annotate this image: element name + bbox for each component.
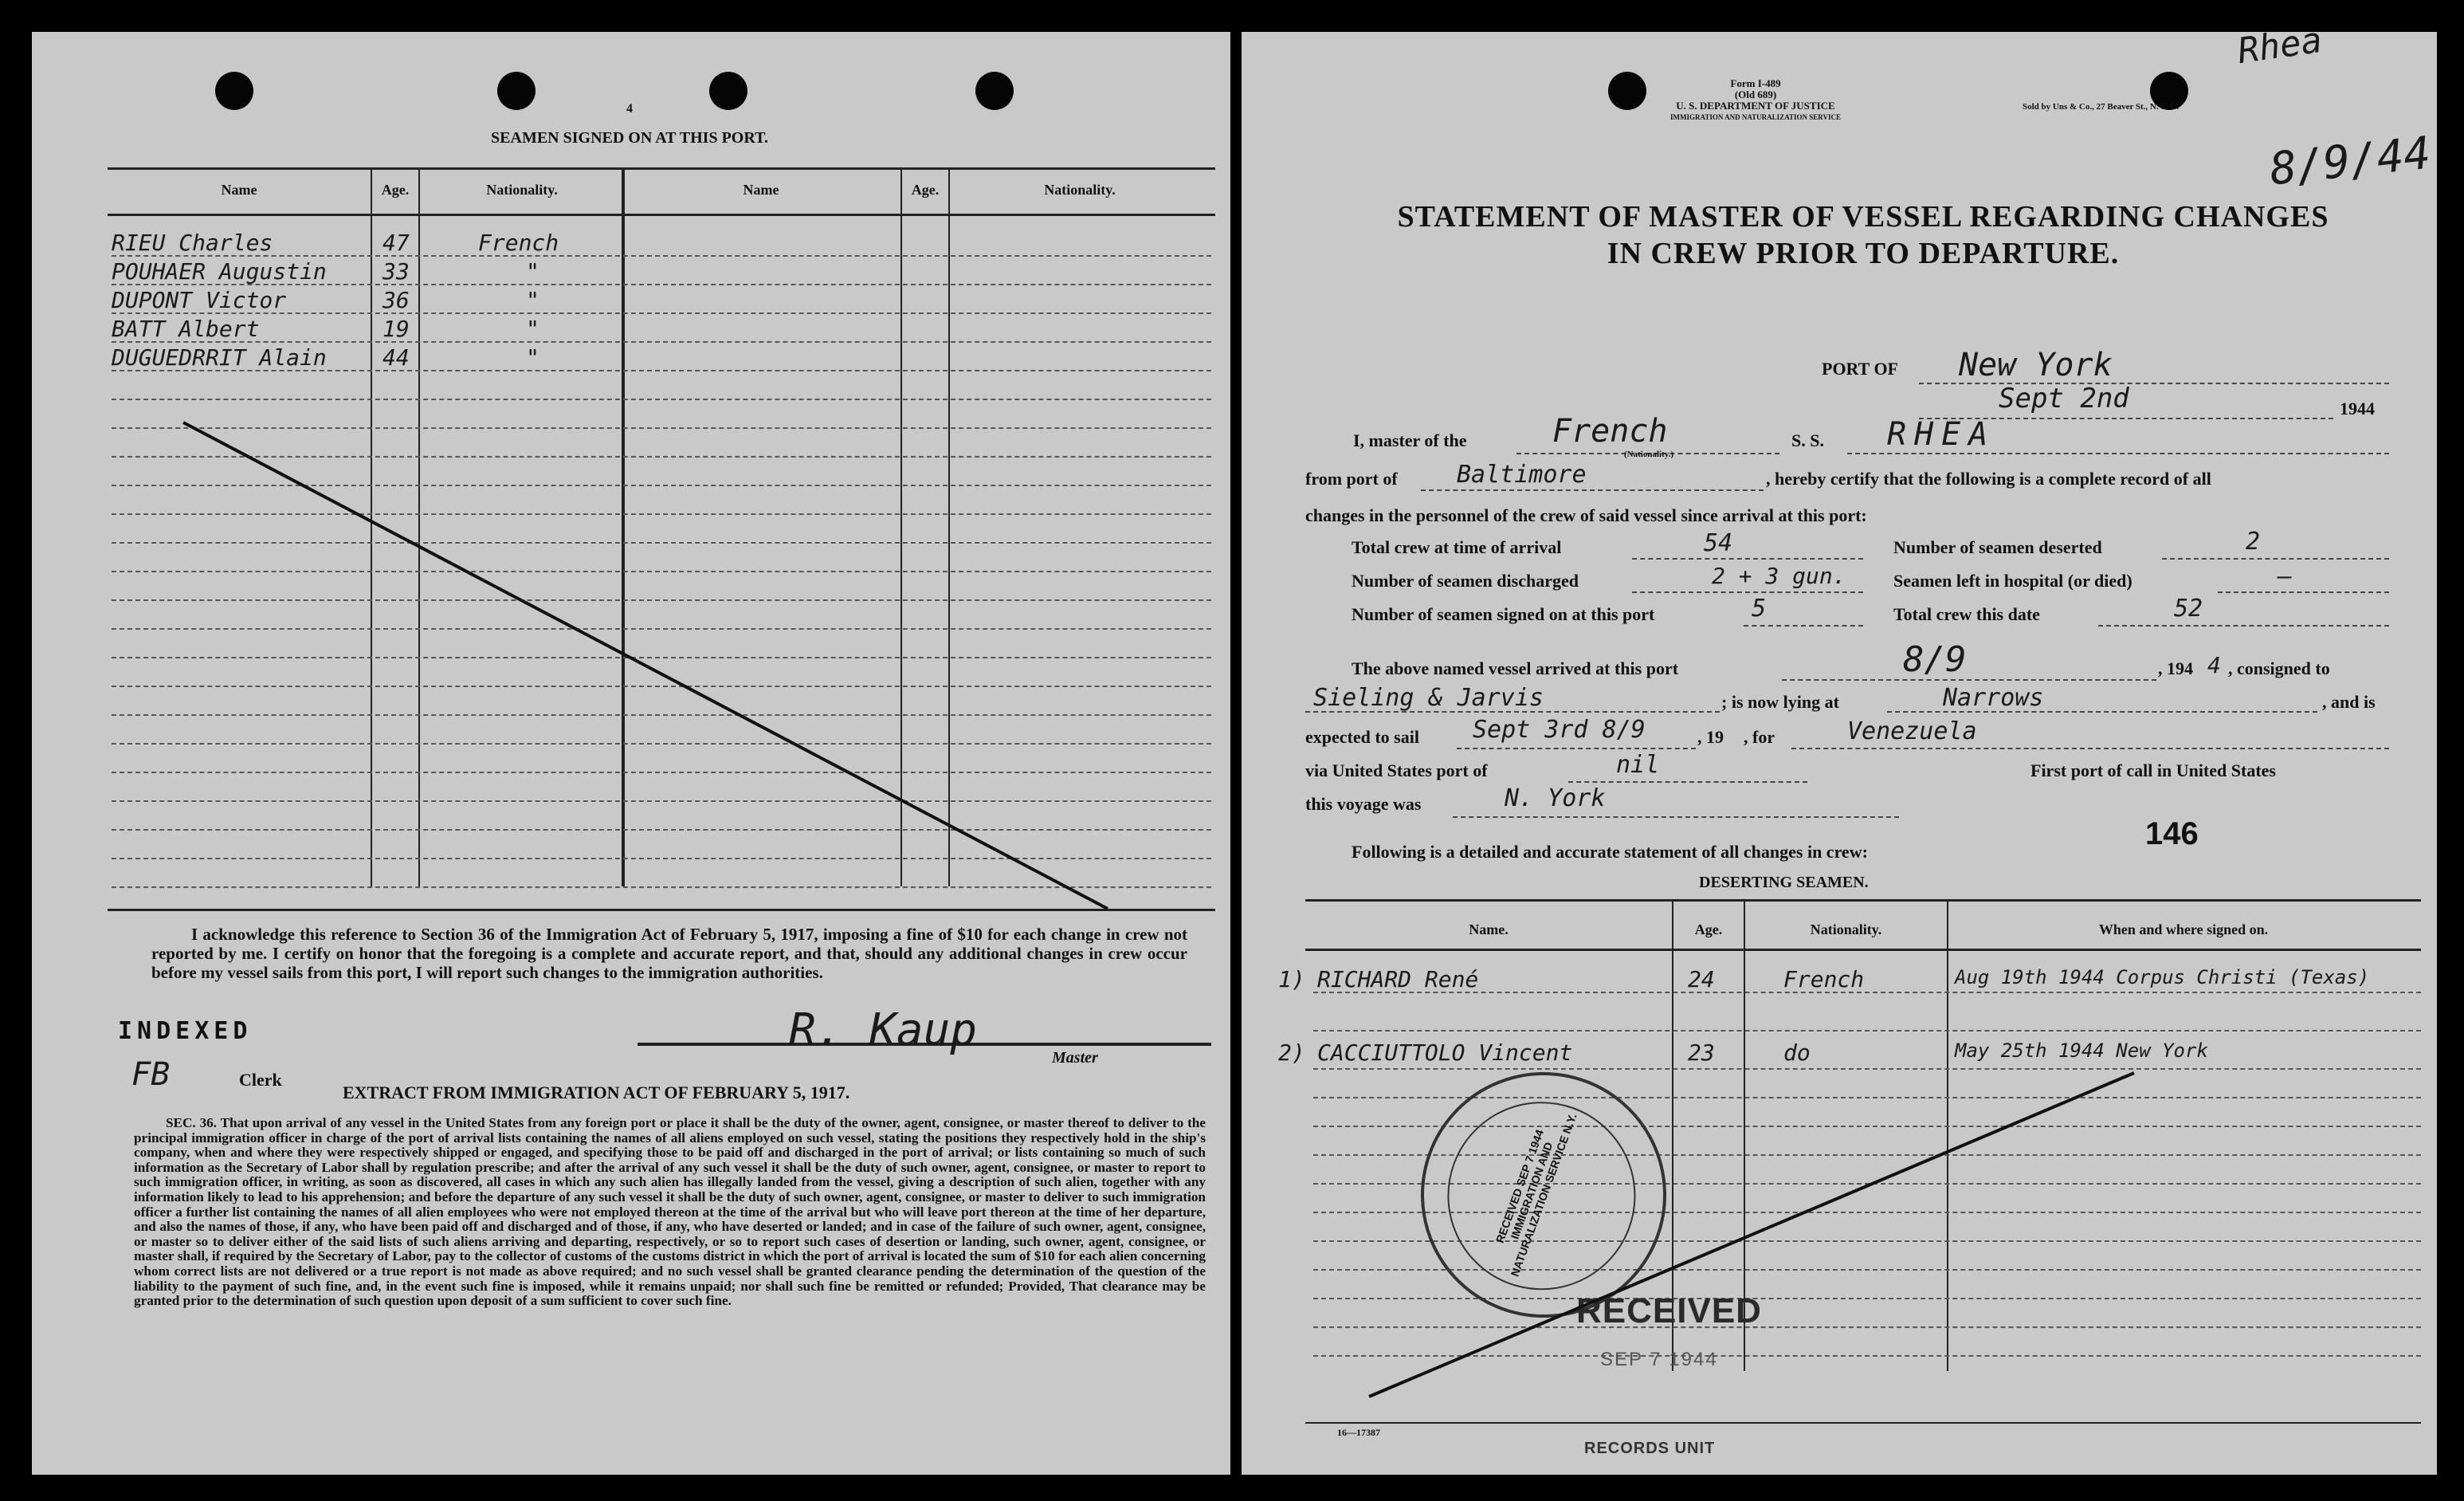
port-label: PORT OF xyxy=(1822,359,1898,379)
seaman-age: 33 xyxy=(383,258,410,285)
expected-label: expected to sail xyxy=(1305,727,1419,747)
received-stamp: RECEIVED xyxy=(1576,1291,1762,1330)
arrived-year-digit: 4 xyxy=(2207,652,2221,678)
seaman-name: RIEU Charles xyxy=(112,230,273,256)
form-old: (Old 689) xyxy=(1734,88,1777,100)
seaman-nationality: " xyxy=(526,258,539,285)
deserter-age: 23 xyxy=(1688,1039,1715,1066)
from-port-label: from port of xyxy=(1305,469,1398,489)
master-label: Master xyxy=(1052,1049,1098,1067)
nationality-caption: (Nationality.) xyxy=(1624,450,1674,459)
department: U. S. DEPARTMENT OF JUSTICE xyxy=(1676,100,1835,112)
col-header-nationality: Nationality. xyxy=(1810,921,1882,937)
voyage-port: N. York xyxy=(1505,784,1606,812)
col-header-age: Age. xyxy=(911,182,940,198)
discharged-label: Number of seamen discharged xyxy=(1352,571,1579,591)
arrived-year-label: , 194 xyxy=(2158,658,2193,678)
printer-note: Sold by Uns & Co., 27 Beaver St., N. Y. C. xyxy=(2023,102,2180,112)
col-header-age: Age. xyxy=(381,182,410,198)
seaman-name: BATT Albert xyxy=(112,316,260,342)
arrived-date: 8/9 xyxy=(1903,639,1967,680)
expected-year-label: , 19 xyxy=(1697,727,1724,747)
seaman-nationality: French xyxy=(478,230,559,256)
via-port: nil xyxy=(1616,751,1660,779)
cancellation-line xyxy=(1242,32,2437,1459)
consigned-label: , consigned to xyxy=(2228,658,2330,678)
deserted-label: Number of seamen deserted xyxy=(1893,537,2102,557)
changes-text: changes in the personnel of the crew of said vessel since arrival at this port: xyxy=(1305,505,1867,525)
footer-code: 16—17387 xyxy=(1337,1427,1380,1438)
date-value: Sept 2nd xyxy=(1999,383,2129,415)
via-label: via United States port of xyxy=(1305,760,1488,780)
form-title-line-2: IN CREW PRIOR TO DEPARTURE. xyxy=(1607,237,2120,270)
first-port-label: First port of call in United States xyxy=(2030,760,2276,780)
col-header-name: Name xyxy=(221,182,257,198)
received-date: SEP 7 1944 xyxy=(1600,1349,1718,1370)
seaman-name: POUHAER Augustin xyxy=(112,258,327,285)
for-label: , for xyxy=(1744,727,1775,747)
total-crew-arrival-label: Total crew at time of arrival xyxy=(1352,537,1562,557)
deserter-age: 24 xyxy=(1688,966,1715,992)
date-year: 1944 xyxy=(2340,399,2375,418)
indexed-stamp: INDEXED xyxy=(118,1017,253,1045)
service: IMMIGRATION AND NATURALIZATION SERVICE xyxy=(1670,113,1841,121)
corner-note-date: 8/9/44 xyxy=(2267,127,2434,196)
discharged-count: 2 + 3 gun. xyxy=(1712,563,1846,589)
deserter-name: RICHARD René xyxy=(1317,966,1479,992)
hospital-label: Seamen left in hospital (or died) xyxy=(1893,571,2132,591)
stamp-number: 146 xyxy=(2145,816,2199,851)
col-header-name: Name. xyxy=(1469,921,1509,937)
lying-at: Narrows xyxy=(1943,684,2044,712)
col-header-signed-on: When and where signed on. xyxy=(2098,921,2269,937)
page-number: 4 xyxy=(626,102,633,116)
seaman-nationality: " xyxy=(526,287,539,313)
extract-title: EXTRACT FROM IMMIGRATION ACT OF FEBRUARY 5, 1917. xyxy=(343,1083,850,1102)
col-header-age: Age. xyxy=(1694,921,1723,937)
lying-at-label: ; is now lying at xyxy=(1721,692,1839,712)
nationality-value: French xyxy=(1552,413,1668,450)
deserter-signed-on: May 25th 1944 New York xyxy=(1955,1039,2208,1062)
acknowledgment-text: I acknowledge this reference to Section 36 of the Immigration Act of February 5, 1917, imposing a fine of $10 for each change in crew not reported by me. I certify on honor that the foregoing is a complete and accurate report, and that, should any additional changes in crew occur before my vessel sails from this port, I will report such changes to the immigration authorities. xyxy=(151,925,1187,982)
expected-date: Sept 3rd 8/9 xyxy=(1473,716,1646,744)
arrived-label: The above named vessel arrived at this port xyxy=(1352,658,1679,678)
col-header-name: Name xyxy=(743,182,779,198)
col-header-nationality: Nationality. xyxy=(1044,182,1116,198)
following-text: Following is a detailed and accurate statement of all changes in crew: xyxy=(1352,842,1868,862)
certify-text: , hereby certify that the following is a complete record of all xyxy=(1766,469,2211,489)
clerk-label: Clerk xyxy=(239,1070,282,1090)
ss-label: S. S. xyxy=(1791,430,1824,450)
extract-text: SEC. 36. That upon arrival of any vessel in the United States from any foreign port or place it shall be the duty of the owner, agent, consignee, or master thereof to deliver to the principal immigration officer in charge of the port of arrival lists containing the names of all aliens employed on such vessel, stating the positions they respectively hold in the ship's company, when and where they were respectively shipped or engaged, and specifying those to be paid off and discharged in the port of arrival; or lists containing so much of such information as the Secretary of Labor shall by regulation prescribe; and after the arrival of any such vessel it shall be the duty of such owner, agent, consignee, or master to report to such immigration officer, in writing, as soon as discovered, all cases in which any such alien has illegally landed from the vessel, giving a description of such alien, together with any information likely to lead to his apprehension; and before the departure of any such vessel it shall be the duty of such owner, agent, consignee, or master to deliver to such immigration officer a further list containing the names of all alien employees who were not employed thereon at the time of the arrival but who will leave port thereon at the time of her departure, and also the names of those, if any, who have been paid off and discharged and of those, if any, who have deserted or landed; and in case of the failure of such owner, agent, consignee, or master so to deliver either of the said lists of such aliens arriving and departing, respectively, or so to report such cases of desertion or landing, such owner, agent, consignee, or master shall, if required by the Secretary of Labor, pay to the collector of customs of the customs district in which the port of arrival is located the sum of $10 for each alien concerning whom correct lists are not delivered or a true report is not made as above required; and no such vessel shall be granted clearance pending the determination of the question of the liability to the payment of such fine, and, in the event such fine is imposed, while it remains unpaid; nor shall such fine be remitted or refunded; Provided, That clearance may be granted prior to the determination of such question upon deposit of a sum sufficient to cover such fine. xyxy=(134,1115,1206,1309)
total-crew-date: 52 xyxy=(2174,595,2203,623)
seaman-name: DUGUEDRRIT Alain xyxy=(112,344,327,371)
left-page xyxy=(32,32,1230,1475)
vessel-name: RHEA xyxy=(1887,416,1996,453)
signed-on-label: Number of seamen signed on at this port xyxy=(1352,604,1655,624)
signed-on-count: 5 xyxy=(1752,595,1767,623)
consignee: Sieling & Jarvis xyxy=(1313,684,1544,712)
destination: Venezuela xyxy=(1847,717,1977,745)
deserter-nationality: do xyxy=(1783,1039,1811,1066)
seaman-nationality: " xyxy=(526,316,539,342)
seaman-age: 44 xyxy=(383,344,410,371)
from-port-value: Baltimore xyxy=(1457,461,1587,489)
seaman-age: 36 xyxy=(383,287,410,313)
and-is: , and is xyxy=(2322,692,2376,712)
seaman-name: DUPONT Victor xyxy=(112,287,287,313)
seaman-nationality: " xyxy=(526,344,539,371)
total-crew-date-label: Total crew this date xyxy=(1893,604,2040,624)
corner-note-vessel: Rhea xyxy=(2234,19,2325,73)
master-signature: R. Kaup xyxy=(789,1004,978,1056)
form-title-line-1: STATEMENT OF MASTER OF VESSEL REGARDING CHANGES xyxy=(1397,200,2329,234)
total-crew-arrival: 54 xyxy=(1704,529,1733,557)
deserter-number: 2) xyxy=(1278,1039,1305,1066)
clerk-initials: FB xyxy=(131,1056,171,1093)
hospital-count: — xyxy=(2278,563,2293,591)
deserter-nationality: French xyxy=(1783,966,1865,992)
right-page xyxy=(1242,19,2437,1475)
seaman-age: 47 xyxy=(383,230,410,256)
deserted-count: 2 xyxy=(2246,528,2261,556)
deserter-signed-on: Aug 19th 1944 Corpus Christi (Texas) xyxy=(1955,966,2370,988)
cancellation-line xyxy=(32,32,1230,925)
voyage-label: this voyage was xyxy=(1305,794,1422,814)
section-title: SEAMEN SIGNED ON AT THIS PORT. xyxy=(491,129,768,147)
deserter-number: 1) xyxy=(1278,966,1305,992)
records-unit: RECORDS UNIT xyxy=(1584,1440,1716,1457)
form-number: Form I-489 xyxy=(1730,77,1781,89)
master-of-label: I, master of the xyxy=(1353,430,1467,450)
seaman-age: 19 xyxy=(383,316,410,342)
round-stamp-text: RECEIVED SEP 7 1944 IMMIGRATION AND NATURALIZATION SERVICE N.Y. xyxy=(1493,1111,1579,1279)
deserter-name: CACCIUTTOLO Vincent xyxy=(1317,1039,1573,1066)
port-value: New York xyxy=(1959,347,2113,383)
deserting-title: DESERTING SEAMEN. xyxy=(1699,874,1869,891)
col-header-nationality: Nationality. xyxy=(486,182,558,198)
